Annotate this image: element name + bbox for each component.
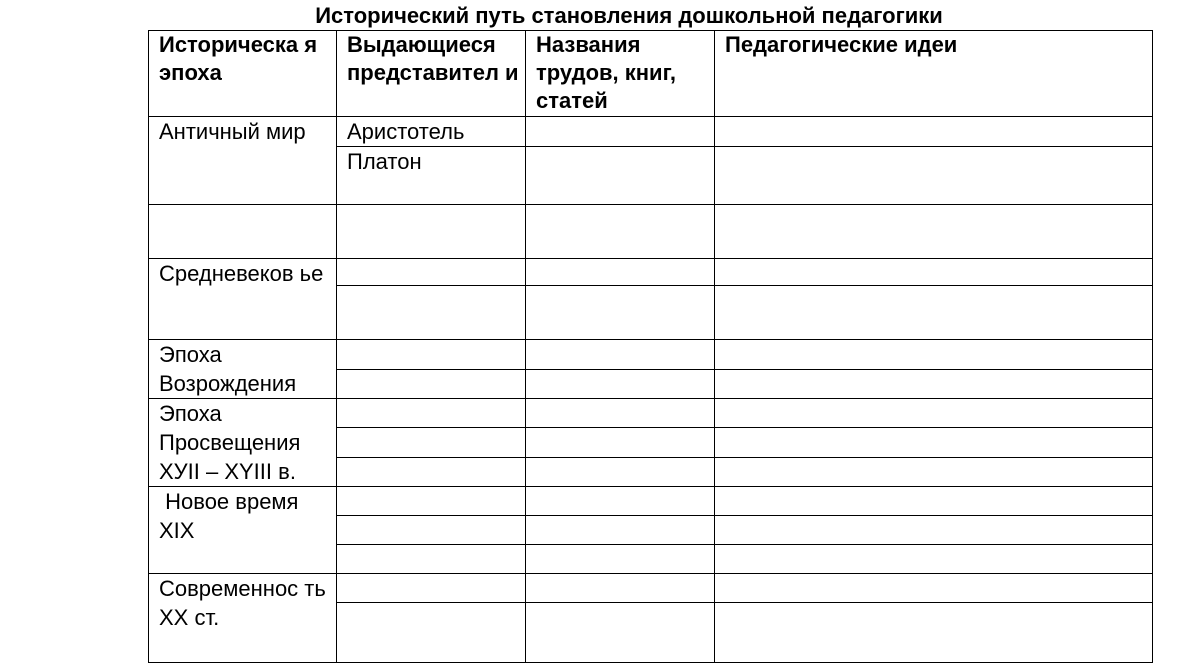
ideas-cell[interactable] [715, 117, 1153, 147]
works-cell[interactable] [526, 147, 715, 205]
header-row [149, 31, 1153, 117]
works-cell[interactable] [526, 574, 715, 603]
representative-cell[interactable] [337, 340, 526, 370]
representative-cell[interactable] [337, 286, 526, 340]
epoch-cell: Эпоха Возрождения [149, 340, 337, 399]
works-cell[interactable] [526, 603, 715, 663]
ideas-cell[interactable] [715, 259, 1153, 286]
epoch-cell: Средневеков ье [149, 259, 337, 340]
works-cell[interactable] [526, 205, 715, 259]
ideas-cell[interactable] [715, 399, 1153, 428]
table-row [149, 205, 1153, 259]
ideas-cell[interactable] [715, 516, 1153, 545]
works-cell[interactable] [526, 369, 715, 399]
table-title: Исторический путь становления дошкольной педагогики [315, 3, 943, 28]
works-cell[interactable] [526, 117, 715, 147]
ideas-cell[interactable] [715, 487, 1153, 516]
works-cell[interactable] [526, 545, 715, 574]
representative-cell[interactable] [337, 545, 526, 574]
representative-cell[interactable] [337, 574, 526, 603]
representative-cell[interactable] [337, 603, 526, 663]
works-cell[interactable] [526, 487, 715, 516]
representative-cell[interactable] [337, 516, 526, 545]
ideas-cell[interactable] [715, 545, 1153, 574]
works-cell[interactable] [526, 340, 715, 370]
representative-cell[interactable] [337, 259, 526, 286]
table-row [149, 340, 1153, 370]
header-epoch: Историческа я эпоха [149, 31, 337, 117]
representative-cell[interactable] [337, 399, 526, 428]
works-cell[interactable] [526, 399, 715, 428]
epoch-cell: Эпоха Просвещения ХУІІ – ХYIII в. [149, 399, 337, 487]
ideas-cell[interactable] [715, 340, 1153, 370]
representative-cell[interactable] [337, 205, 526, 259]
works-cell[interactable] [526, 259, 715, 286]
epoch-cell: Античный мир [149, 117, 337, 205]
epoch-cell: Новое время XIX [149, 487, 337, 574]
works-cell[interactable] [526, 286, 715, 340]
works-cell[interactable] [526, 516, 715, 545]
header-ideas: Педагогические идеи [715, 31, 1153, 117]
works-cell[interactable] [526, 428, 715, 457]
ideas-cell[interactable] [715, 428, 1153, 457]
representative-cell: Платон [337, 147, 526, 205]
ideas-cell[interactable] [715, 574, 1153, 603]
ideas-cell[interactable] [715, 286, 1153, 340]
representative-cell: Аристотель [337, 117, 526, 147]
table-row [149, 117, 1153, 147]
epoch-cell[interactable] [149, 205, 337, 259]
table-row [149, 399, 1153, 428]
ideas-cell[interactable] [715, 369, 1153, 399]
pedagogy-history-table [148, 30, 1153, 663]
ideas-cell[interactable] [715, 147, 1153, 205]
works-cell[interactable] [526, 457, 715, 486]
ideas-cell[interactable] [715, 603, 1153, 663]
epoch-cell: Современнос ть ХХ ст. [149, 574, 337, 663]
header-representatives: Выдающиеся представител и [337, 31, 526, 117]
table-row [149, 574, 1153, 603]
representative-cell[interactable] [337, 428, 526, 457]
representative-cell[interactable] [337, 369, 526, 399]
ideas-cell[interactable] [715, 457, 1153, 486]
table-row [149, 259, 1153, 286]
representative-cell[interactable] [337, 487, 526, 516]
header-works: Названия трудов, книг, статей [526, 31, 715, 117]
ideas-cell[interactable] [715, 205, 1153, 259]
representative-cell[interactable] [337, 457, 526, 486]
table-row [149, 487, 1153, 516]
